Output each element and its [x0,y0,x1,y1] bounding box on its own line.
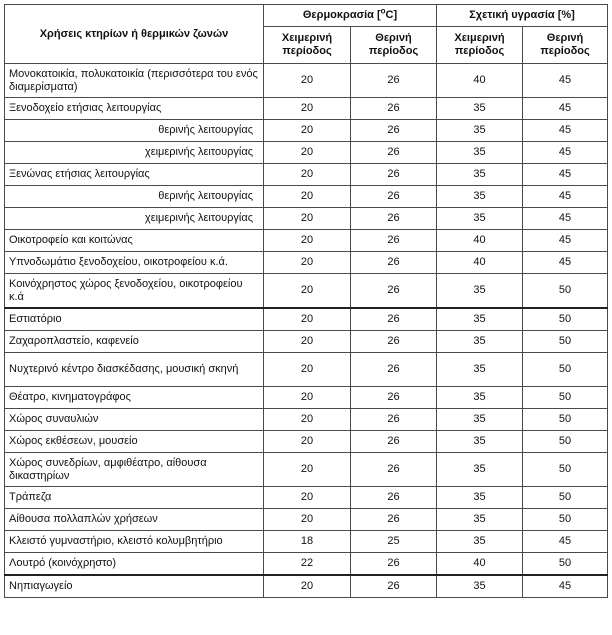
row-name-cell: Οικοτροφείο και κοιτώνας [5,230,264,252]
temp-winter-cell: 20 [264,308,351,331]
hum-winter-cell: 35 [437,575,523,598]
temp-summer-cell: 26 [351,308,437,331]
temp-summer-cell: 26 [351,164,437,186]
hum-winter-cell: 35 [437,208,523,230]
table-row [5,186,608,208]
temp-winter-cell: 20 [264,120,351,142]
table-row [5,208,608,230]
temp-winter-cell: 20 [264,575,351,598]
hum-winter-cell: 35 [437,308,523,331]
hum-summer-cell: 45 [523,230,608,252]
hum-summer-cell: 50 [523,553,608,576]
temp-summer-cell: 26 [351,553,437,576]
table-row [5,308,608,331]
hum-summer-cell: 50 [523,331,608,353]
hum-winter-cell: 35 [437,164,523,186]
row-name-cell: Ξενοδοχείο ετήσιας λειτουργίας [5,98,264,120]
hum-summer-cell: 50 [523,509,608,531]
hum-winter-cell: 35 [437,120,523,142]
hum-winter-cell: 35 [437,409,523,431]
temp-winter-cell: 20 [264,186,351,208]
table-row [5,142,608,164]
hum-summer-header: Θερινή περίοδος [523,27,608,64]
temp-summer-cell: 26 [351,331,437,353]
table-row [5,274,608,309]
hum-winter-cell: 35 [437,387,523,409]
table-row [5,575,608,598]
table-row [5,431,608,453]
table-row [5,553,608,576]
temp-summer-cell: 26 [351,120,437,142]
hum-winter-cell: 35 [437,353,523,387]
temp-winter-cell: 20 [264,142,351,164]
table-row [5,409,608,431]
temp-summer-header: Θερινή περίοδος [351,27,437,64]
row-name-cell: Θέατρο, κινηματογράφος [5,387,264,409]
temperature-header: Θερμοκρασία [$^o$C] [264,5,437,27]
row-name-cell: Αίθουσα πολλαπλών χρήσεων [5,509,264,531]
temp-winter-cell: 20 [264,64,351,98]
table-row [5,387,608,409]
hum-summer-cell: 45 [523,531,608,553]
hum-winter-cell: 40 [437,252,523,274]
row-name-cell: Νυχτερινό κέντρο διασκέδασης, μουσική σκηνή [5,353,264,387]
hum-summer-cell: 50 [523,453,608,487]
temp-summer-cell: 26 [351,353,437,387]
hum-summer-cell: 50 [523,409,608,431]
temp-summer-cell: 26 [351,575,437,598]
uses-header: Χρήσεις κτηρίων ή θερμικών ζωνών [5,5,264,64]
hum-summer-cell: 45 [523,98,608,120]
temp-summer-cell: 26 [351,509,437,531]
hum-winter-header: Χειμερινή περίοδος [437,27,523,64]
row-name-cell: Χώρος συνεδρίων, αμφιθέατρο, αίθουσα δικαστηρίων [5,453,264,487]
table-row [5,487,608,509]
table-row [5,98,608,120]
temp-winter-cell: 20 [264,353,351,387]
hum-summer-cell: 45 [523,120,608,142]
hum-winter-cell: 35 [437,431,523,453]
table-row [5,353,608,387]
row-name-cell: Ζαχαροπλαστείο, καφενείο [5,331,264,353]
temp-summer-cell: 26 [351,387,437,409]
temp-summer-cell: 26 [351,98,437,120]
temp-summer-cell: 26 [351,453,437,487]
hum-winter-cell: 35 [437,142,523,164]
row-name-cell: Χώρος εκθέσεων, μουσείο [5,431,264,453]
row-name-cell: Ξενώνας ετήσιας λειτουργίας [5,164,264,186]
row-name-cell: θερινής λειτουργίας [5,120,264,142]
row-name-cell: χειμερινής λειτουργίας [5,208,264,230]
temp-winter-cell: 20 [264,387,351,409]
temp-winter-cell: 20 [264,164,351,186]
temp-summer-cell: 26 [351,409,437,431]
temp-summer-cell: 25 [351,531,437,553]
temp-winter-cell: 20 [264,453,351,487]
row-name-cell: Νηπιαγωγείο [5,575,264,598]
hum-winter-cell: 35 [437,531,523,553]
temp-winter-cell: 22 [264,553,351,576]
hum-summer-cell: 50 [523,387,608,409]
hum-summer-cell: 50 [523,353,608,387]
row-name-cell: Λουτρό (κοινόχρηστο) [5,553,264,576]
temp-summer-cell: 26 [351,230,437,252]
row-name-cell: Υπνοδωμάτιο ξενοδοχείου, οικοτροφείου κ.ά. [5,252,264,274]
temp-winter-cell: 20 [264,252,351,274]
hum-winter-cell: 35 [437,453,523,487]
row-name-cell: θερινής λειτουργίας [5,186,264,208]
temp-summer-cell: 26 [351,142,437,164]
hum-summer-cell: 45 [523,164,608,186]
hum-winter-cell: 35 [437,487,523,509]
temp-summer-cell: 26 [351,186,437,208]
temp-summer-cell: 26 [351,64,437,98]
hum-summer-cell: 45 [523,64,608,98]
table-row [5,252,608,274]
hum-summer-cell: 50 [523,308,608,331]
table-row [5,331,608,353]
temp-winter-cell: 20 [264,409,351,431]
hum-summer-cell: 45 [523,208,608,230]
hum-winter-cell: 35 [437,509,523,531]
temp-winter-cell: 20 [264,98,351,120]
hum-summer-cell: 50 [523,431,608,453]
row-name-cell: Χώρος συναυλιών [5,409,264,431]
table-row [5,230,608,252]
hum-summer-cell: 45 [523,252,608,274]
temp-winter-cell: 20 [264,274,351,309]
table-row [5,509,608,531]
hum-winter-cell: 40 [437,64,523,98]
temp-summer-cell: 26 [351,208,437,230]
row-name-cell: Εστιατόριο [5,308,264,331]
hum-winter-cell: 35 [437,186,523,208]
temp-winter-cell: 20 [264,331,351,353]
hum-winter-cell: 40 [437,230,523,252]
row-name-cell: χειμερινής λειτουργίας [5,142,264,164]
row-name-cell: Μονοκατοικία, πολυκατοικία (περισσότερα του ενός διαμερίσματα) [5,64,264,98]
temp-winter-cell: 18 [264,531,351,553]
table-row [5,531,608,553]
conditions-table [4,4,608,598]
temp-winter-cell: 20 [264,208,351,230]
table-body [5,64,608,598]
table-row [5,120,608,142]
hum-summer-cell: 50 [523,487,608,509]
hum-winter-cell: 35 [437,274,523,309]
hum-summer-cell: 50 [523,274,608,309]
hum-winter-cell: 40 [437,553,523,576]
row-name-cell: Κοινόχρηστος χώρος ξενοδοχείου, οικοτροφείου κ.ά [5,274,264,309]
hum-summer-cell: 45 [523,142,608,164]
row-name-cell: Τράπεζα [5,487,264,509]
table-row [5,64,608,98]
hum-winter-cell: 35 [437,98,523,120]
table-row [5,164,608,186]
temp-winter-cell: 20 [264,230,351,252]
temp-winter-header: Χειμερινή περίοδος [264,27,351,64]
temp-summer-cell: 26 [351,274,437,309]
hum-winter-cell: 35 [437,331,523,353]
hum-summer-cell: 45 [523,575,608,598]
humidity-header: Σχετική υγρασία [%] [437,5,608,27]
row-name-cell: Κλειστό γυμναστήριο, κλειστό κολυμβητήριο [5,531,264,553]
temp-winter-cell: 20 [264,509,351,531]
temp-summer-cell: 26 [351,431,437,453]
temp-winter-cell: 20 [264,431,351,453]
temp-summer-cell: 26 [351,252,437,274]
temp-winter-cell: 20 [264,487,351,509]
hum-summer-cell: 45 [523,186,608,208]
table-row [5,453,608,487]
temp-summer-cell: 26 [351,487,437,509]
